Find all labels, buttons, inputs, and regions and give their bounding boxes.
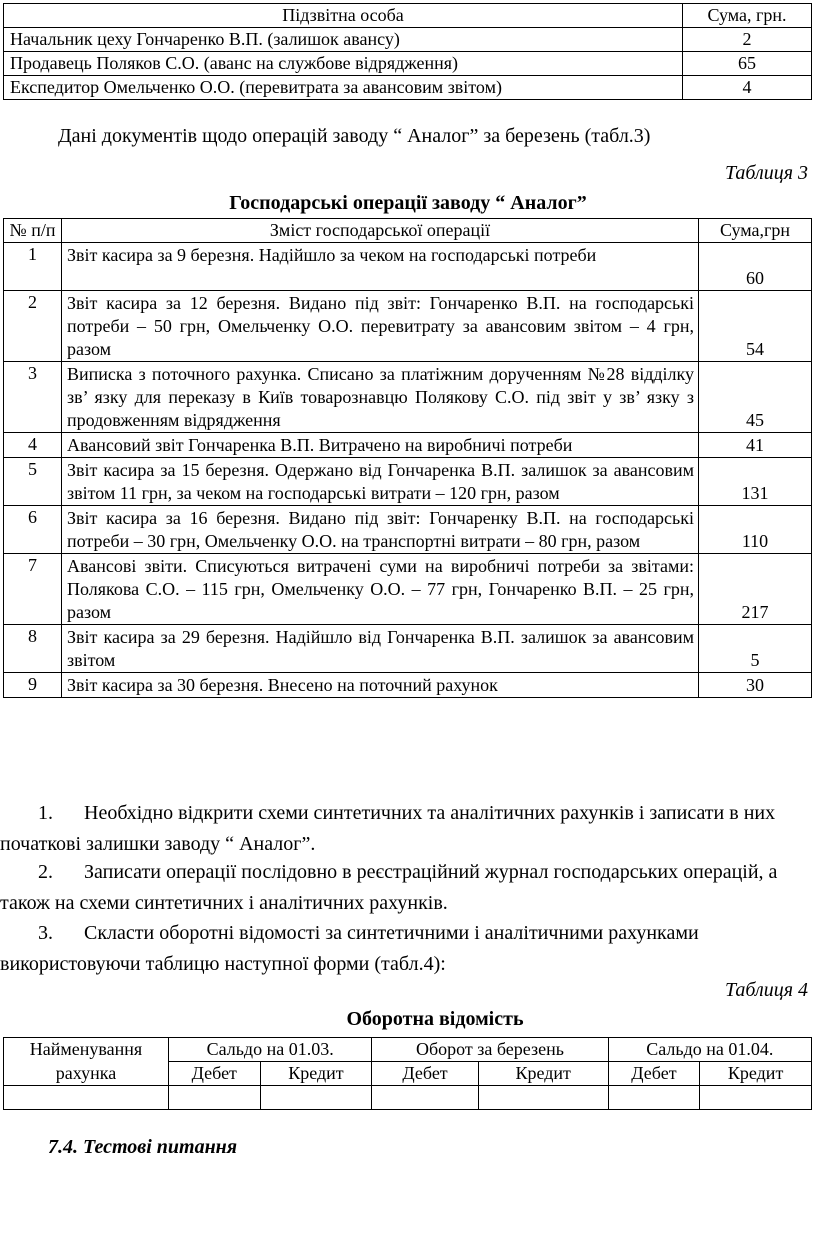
turnover-sheet-table xyxy=(3,1037,812,1110)
operation-text: Звіт касира за 30 березня. Внесено на поточний рахунок xyxy=(62,673,699,698)
operation-text: Виписка з поточного рахунка. Списано за платіжним дорученням №28 відділку зв’ язку для переказу в Київ товарознавцю Полякову С.О. під звіт у зв’ язку з продовженням відрядження xyxy=(62,362,699,433)
empty-cell xyxy=(169,1086,261,1110)
operation-sum: 45 xyxy=(699,362,812,433)
operation-sum: 110 xyxy=(699,506,812,554)
table-row xyxy=(4,554,812,625)
header-debit: Дебет xyxy=(169,1062,261,1086)
header-content: Зміст господарської операції xyxy=(62,219,699,243)
table-row xyxy=(4,673,812,698)
header-credit: Кредит xyxy=(478,1062,608,1086)
table-row xyxy=(4,362,812,433)
task-number: 3. xyxy=(38,922,53,944)
header-person: Підзвітна особа xyxy=(4,4,683,28)
row-number: 4 xyxy=(4,433,62,458)
table-row xyxy=(4,28,812,52)
header-group-opening: Сальдо на 01.03. xyxy=(169,1038,372,1062)
operation-text: Звіт касира за 16 березня. Видано під звіт: Гончаренку В.П. на господарські потреби – 30 грн, Омельченку О.О. на транспортні витрати – 80 грн, разом xyxy=(62,506,699,554)
operation-sum: 30 xyxy=(699,673,812,698)
row-number: 6 xyxy=(4,506,62,554)
header-debit: Дебет xyxy=(372,1062,478,1086)
amount-cell: 4 xyxy=(683,76,812,100)
operation-text: Звіт касира за 12 березня. Видано під звіт: Гончаренко В.П. на господарські потреби – 50 грн, Омельченку О.О. перевитрату за авансовим звітом – 4 грн, разом xyxy=(62,291,699,362)
table-row xyxy=(4,52,812,76)
task-item xyxy=(0,857,816,919)
table3-label: Таблиця 3 xyxy=(725,162,808,184)
operation-sum: 5 xyxy=(699,625,812,673)
section-heading: 7.4. Тестові питання xyxy=(48,1136,238,1158)
table-row xyxy=(4,291,812,362)
table3-intro-text: Дані документів щодо операцій заводу “ Аналог” за березень (табл.3) xyxy=(58,125,651,147)
empty-cell xyxy=(700,1086,812,1110)
person-cell: Начальник цеху Гончаренко В.П. (залишок авансу) xyxy=(4,28,683,52)
operation-sum: 217 xyxy=(699,554,812,625)
header-debit: Дебет xyxy=(608,1062,700,1086)
table-row xyxy=(4,625,812,673)
task-text: Необхідно відкрити схеми синтетичних та аналітичних рахунків і записати в них початкові залишки заводу “ Аналог”. xyxy=(0,802,776,855)
person-cell: Експедитор Омельченко О.О. (перевитрата за авансовим звітом) xyxy=(4,76,683,100)
header-credit: Кредит xyxy=(260,1062,372,1086)
operation-sum: 60 xyxy=(699,243,812,291)
table-row-empty xyxy=(4,1086,812,1110)
task-text: Скласти оборотні відомості за синтетичними і аналітичними рахунками використовуючи таблицю наступної форми (табл.4): xyxy=(0,922,699,975)
table-row xyxy=(4,76,812,100)
header-amount: Сума, грн. xyxy=(683,4,812,28)
operation-text: Авансовий звіт Гончаренка В.П. Витрачено на виробничі потреби xyxy=(62,433,699,458)
row-number: 1 xyxy=(4,243,62,291)
header-group-turnover: Оборот за березень xyxy=(372,1038,608,1062)
row-number: 3 xyxy=(4,362,62,433)
table-header-row xyxy=(4,4,812,28)
operation-text: Авансові звіти. Списуються витрачені суми на виробничі потреби за звітами: Полякова С.О. – 115 грн, Омельченку О.О. – 77 грн, Гончаренко В.П. – 25 грн, разом xyxy=(62,554,699,625)
table-row xyxy=(4,458,812,506)
empty-cell xyxy=(260,1086,372,1110)
operation-text: Звіт касира за 9 березня. Надійшло за чеком на господарські потреби xyxy=(62,243,699,291)
header-credit: Кредит xyxy=(700,1062,812,1086)
table-subheader-row xyxy=(4,1062,812,1086)
operation-text: Звіт касира за 29 березня. Надійшло від Гончаренка В.П. залишок за авансовим звітом xyxy=(62,625,699,673)
empty-cell xyxy=(478,1086,608,1110)
person-cell: Продавець Поляков С.О. (аванс на службове відрядження) xyxy=(4,52,683,76)
table3-title: Господарські операції заводу “ Аналог” xyxy=(229,192,587,214)
empty-cell xyxy=(4,1086,169,1110)
row-number: 9 xyxy=(4,673,62,698)
task-text: Записати операції послідовно в реєстраційний журнал господарських операцій, а також на схеми синтетичних і аналітичних рахунків. xyxy=(0,861,778,914)
table-row xyxy=(4,243,812,291)
table-header-row xyxy=(4,1038,812,1062)
table4-label: Таблиця 4 xyxy=(725,979,808,1001)
amount-cell: 65 xyxy=(683,52,812,76)
operation-sum: 41 xyxy=(699,433,812,458)
header-number: № п/п xyxy=(4,219,62,243)
header-account-name-cont: рахунка xyxy=(4,1062,169,1086)
empty-cell xyxy=(372,1086,478,1110)
header-group-closing: Сальдо на 01.04. xyxy=(608,1038,811,1062)
row-number: 7 xyxy=(4,554,62,625)
amount-cell: 2 xyxy=(683,28,812,52)
empty-cell xyxy=(608,1086,700,1110)
header-sum: Сума,грн xyxy=(699,219,812,243)
task-item xyxy=(0,918,816,980)
table-row xyxy=(4,433,812,458)
operation-text: Звіт касира за 15 березня. Одержано від Гончаренка В.П. залишок за авансовим звітом 11 грн, за чеком на господарські витрати – 120 грн, разом xyxy=(62,458,699,506)
table4-title: Оборотна відомість xyxy=(346,1008,524,1030)
task-number: 2. xyxy=(38,861,53,883)
row-number: 8 xyxy=(4,625,62,673)
task-number: 1. xyxy=(38,802,53,824)
table-header-row xyxy=(4,219,812,243)
row-number: 2 xyxy=(4,291,62,362)
header-account-name: Найменування xyxy=(4,1038,169,1062)
operations-table xyxy=(3,218,812,698)
table-row xyxy=(4,506,812,554)
row-number: 5 xyxy=(4,458,62,506)
operation-sum: 131 xyxy=(699,458,812,506)
operation-sum: 54 xyxy=(699,291,812,362)
advance-persons-table xyxy=(3,3,812,100)
task-item xyxy=(0,798,816,860)
